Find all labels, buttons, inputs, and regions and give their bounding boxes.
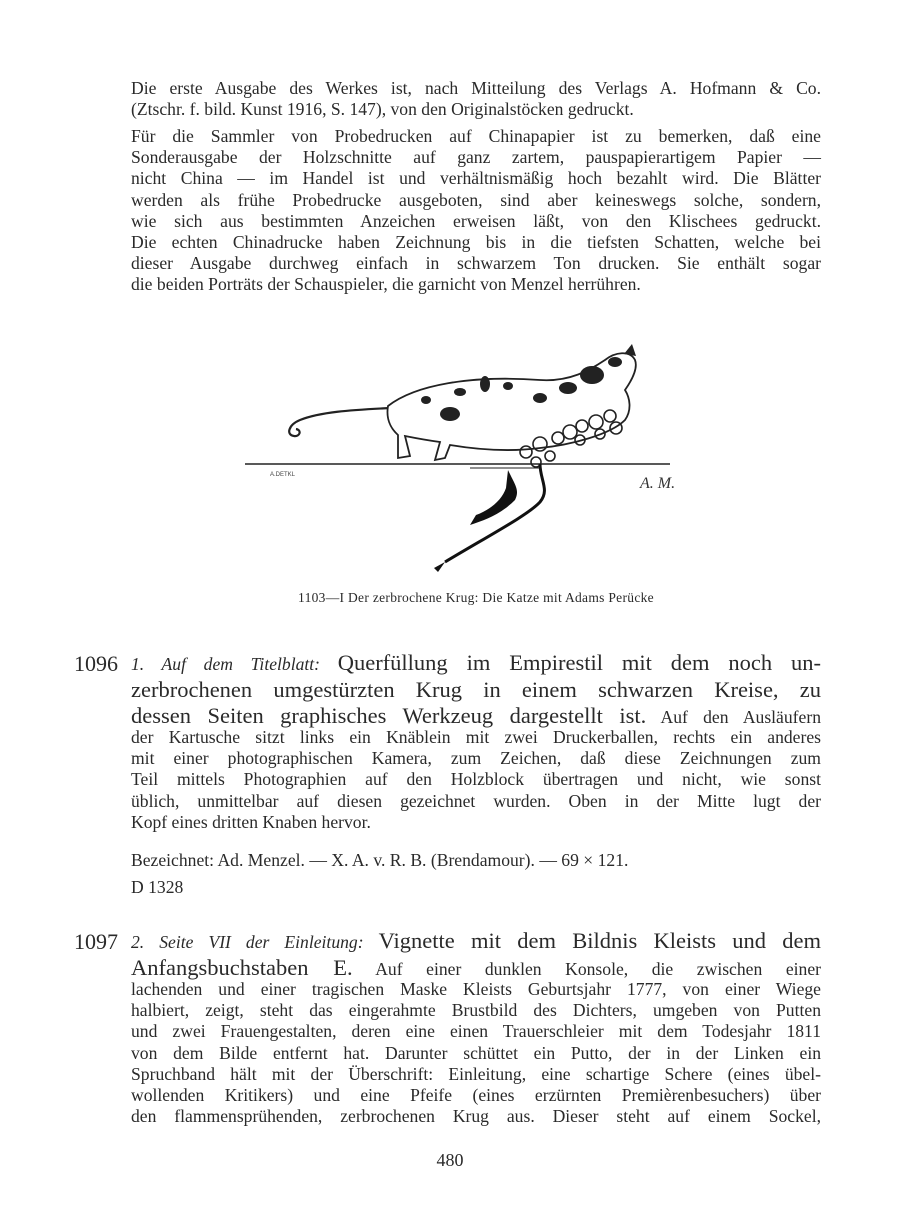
text-line: und zwei Frauengestalten, deren eine einen Trauerschleier mit dem Todesjahr 1811 — [131, 1021, 821, 1042]
text-line: üblich, unmittelbar auf diesen gezeichnet wurden. Oben in der Mitte lugt der — [131, 790, 821, 811]
text-line: lachenden und einer tragischen Maske Kleists Geburtsjahr 1777, von einer Wiege — [131, 979, 821, 999]
text-line: Kopf eines dritten Knaben hervor. — [131, 811, 371, 832]
text-line: den flammensprühenden, zerbrochenen Krug aus. Dieser steht auf einem Sockel, — [131, 1106, 821, 1127]
entry-number-1097: 1097 — [74, 929, 118, 954]
text-line — [131, 928, 821, 955]
entry-prefix: 2. Seite VII der Einleitung: — [131, 932, 379, 952]
entry-title: dessen Seiten graphisches Werkzeug dargestellt ist. — [131, 703, 647, 728]
text-line: (Ztschr. f. bild. Kunst 1916, S. 147), von den Originalstöcken gedruckt. — [131, 99, 634, 120]
entry-prefix: 1. Auf dem Titelblatt: — [131, 654, 338, 674]
text-line — [131, 650, 821, 677]
text-line: mit einer photographischen Kamera, zum Zeichen, daß diese Zeichnungen zum — [131, 748, 821, 769]
entry-title: Querfüllung im Empirestil mit dem noch un- — [337, 650, 821, 675]
text-line: dieser Ausgabe durchweg einfach in schwarzem Ton drucken. Sie enthält sogar — [131, 253, 821, 274]
figure-caption: 1103—I Der zerbrochene Krug: Die Katze mit Adams Perücke — [298, 590, 654, 605]
entry-title-line: zerbrochenen umgestürzten Krug in einem schwarzen Kreise, zu — [131, 677, 821, 702]
cat-with-wig-illustration — [240, 340, 710, 580]
text-line: Die erste Ausgabe des Werkes ist, nach Mitteilung des Verlags A. Hofmann & Co. — [131, 78, 821, 98]
text-line: wie sich aus bestimmten Anzeichen erweisen läßt, von den Klischees gedruckt. — [131, 210, 821, 231]
text-line: die beiden Porträts der Schauspieler, die garnicht von Menzel herrühren. — [131, 274, 641, 295]
text-line: von dem Bilde entfernt hat. Darunter schüttet ein Putto, der in der Linken ein — [131, 1042, 821, 1063]
page-number: 480 — [436, 1150, 464, 1170]
entry-number-1096: 1096 — [74, 651, 118, 676]
intro-paragraph-2 — [131, 126, 821, 296]
intro-paragraph-1 — [131, 78, 821, 120]
entry-1096-signature: Bezeichnet: Ad. Menzel. — X. A. v. R. B. (Brendamour). — 69 × 121. — [131, 850, 629, 870]
text-line: wollenden Kritikers) und eine Pfeife (eines erzürnten Premièrenbesuchers) über — [131, 1085, 821, 1106]
entry-title: Anfangsbuchstaben E. — [131, 955, 353, 980]
entry-1096-reference: D 1328 — [131, 877, 184, 897]
text-line: halbiert, zeigt, steht das eingerahmte Brustbild des Dichters, umgeben von Putten — [131, 1000, 821, 1021]
entry-1096-body — [131, 727, 821, 833]
text-line: Sonderausgabe der Holzschnitte auf ganz zartem, pauspapierartigem Papier — — [131, 147, 821, 168]
text-line: Spruchband hält mit der Überschrift: Einleitung, eine schartige Schere (eines übel- — [131, 1063, 821, 1084]
entry-1096-heading — [131, 650, 821, 730]
entry-1097-body — [131, 979, 821, 1127]
entry-title: Vignette mit dem Bildnis Kleists und dem — [378, 928, 822, 953]
text-line — [131, 955, 821, 982]
text-line: nicht China — im Handel ist und verhältnismäßig hoch bezahlt wird. Die Blätter — [131, 168, 821, 189]
engraver-signature: A.DETKL — [270, 472, 296, 478]
text-line: Die echten Chinadrucke haben Zeichnung bis in die tiefsten Schatten, welche bei — [131, 232, 821, 253]
text-line: Für die Sammler von Probedrucken auf Chinapapier ist zu bemerken, daß eine — [131, 126, 821, 146]
artist-monogram: A. M. — [640, 475, 676, 492]
entry-1097-heading — [131, 928, 821, 982]
text-line — [131, 703, 821, 730]
entry-text: Auf den Ausläufern — [646, 707, 821, 727]
entry-text: Auf einer dunklen Konsole, die zwischen einer — [352, 959, 821, 979]
text-line: der Kartusche sitzt links ein Knäblein mit zwei Druckerballen, rechts ein anderes — [131, 727, 821, 747]
text-line: werden als frühe Probedrucke ausgeboten, sind aber keineswegs solche, sondern, — [131, 189, 821, 210]
cat-woodcut-drawing — [240, 340, 710, 580]
text-line: Teil mittels Photographien auf den Holzblock übertragen und nicht, wie sonst — [131, 769, 821, 790]
